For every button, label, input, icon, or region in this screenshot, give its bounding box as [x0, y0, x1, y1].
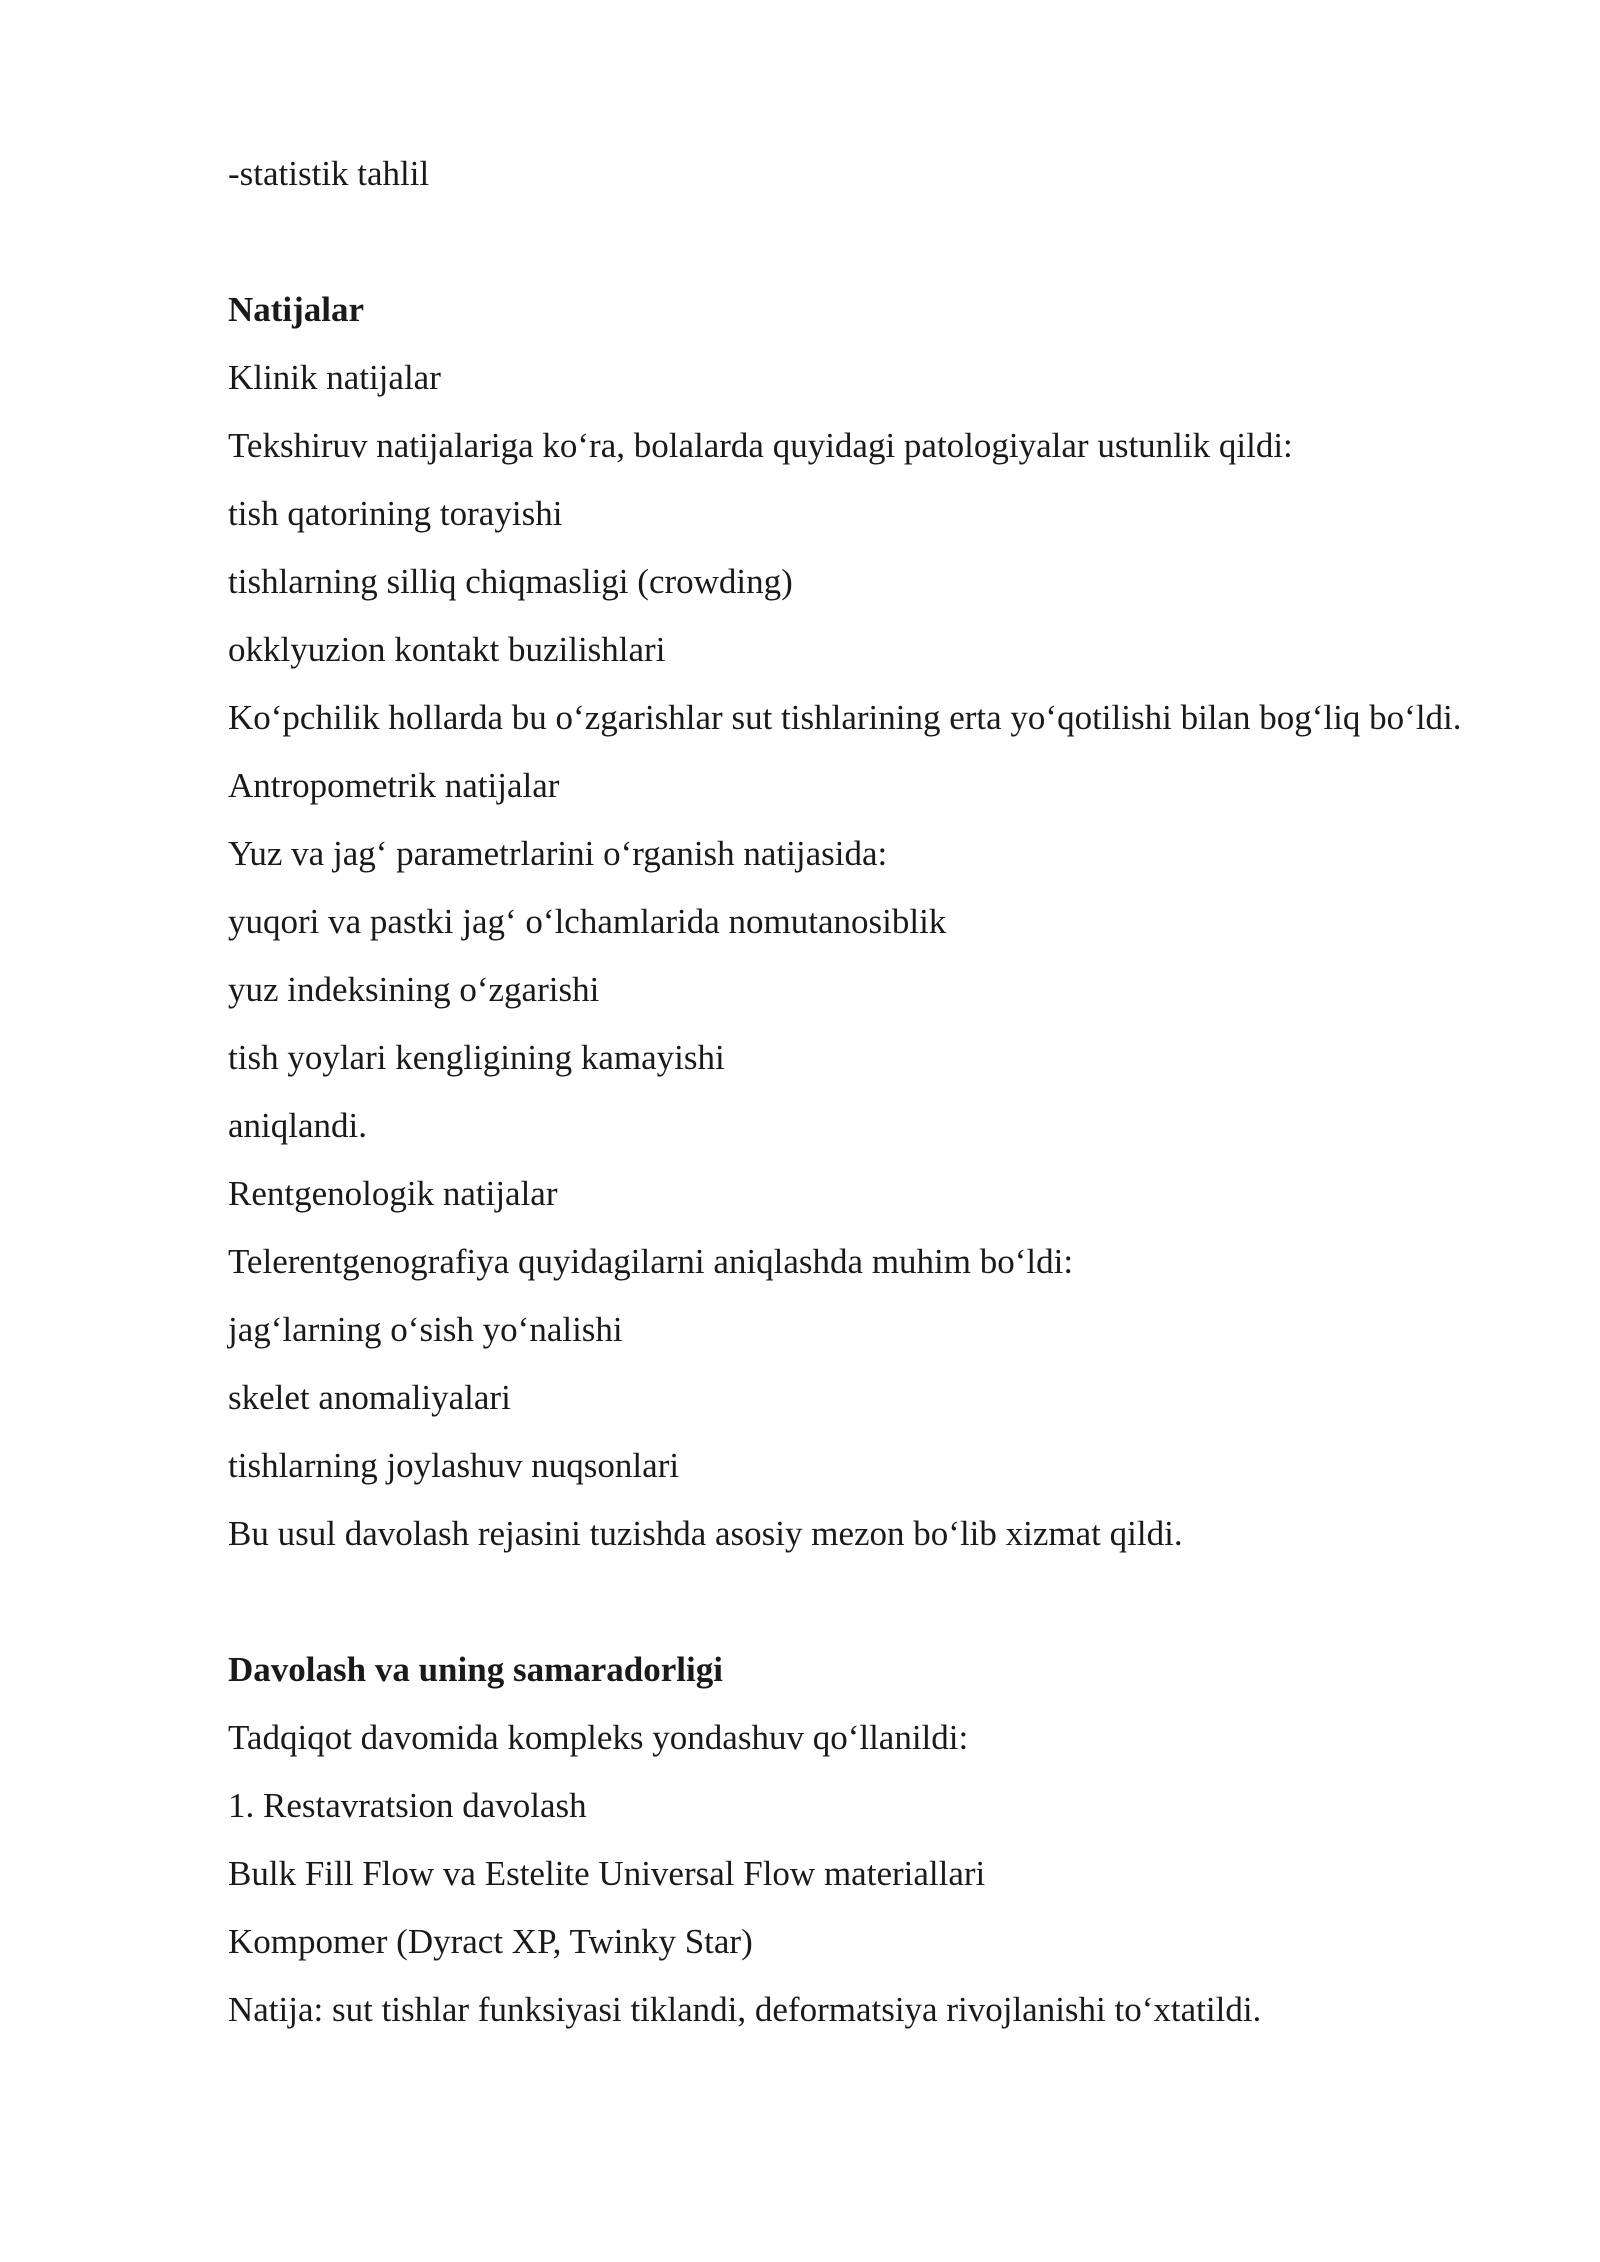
paragraph: Tekshiruv natijalariga ko‘ra, bolalarda quyidagi patologiyalar ustunlik qildi: [228, 426, 1293, 465]
list-item: jag‘larning o‘sish yo‘nalishi [228, 1310, 623, 1349]
list-item: Kompomer (Dyract XP, Twinky Star) [228, 1922, 753, 1961]
intro-line: -statistik tahlil [228, 154, 430, 193]
subheading-klinik: Klinik natijalar [228, 358, 441, 397]
paragraph: Natija: sut tishlar funksiyasi tiklandi, deformatsiya rivojlanishi to‘xtatildi. [228, 1990, 1262, 2029]
paragraph: Telerentgenografiya quyidagilarni aniqlashda muhim bo‘ldi: [228, 1242, 1074, 1281]
list-item: yuz indeksining o‘zgarishi [228, 970, 600, 1009]
list-item: Bulk Fill Flow va Estelite Universal Flow materiallari [228, 1854, 986, 1893]
numbered-item: 1. Restavratsion davolash [228, 1786, 587, 1825]
paragraph: Tadqiqot davomida kompleks yondashuv qo‘llanildi: [228, 1718, 969, 1757]
document-body [228, 150, 1478, 2054]
list-item: tishlarning silliq chiqmasligi (crowding) [228, 562, 793, 601]
paragraph: Ko‘pchilik hollarda bu o‘zgarishlar sut tishlarining erta yo‘qotilishi bilan bog‘liq bo‘ldi. [228, 698, 1462, 737]
list-item: skelet anomaliyalari [228, 1378, 511, 1417]
subheading-antropometrik: Antropometrik natijalar [228, 766, 560, 805]
paragraph: Bu usul davolash rejasini tuzishda asosiy mezon bo‘lib xizmat qildi. [228, 1514, 1183, 1553]
subheading-rentgenologik: Rentgenologik natijalar [228, 1174, 558, 1213]
list-item: yuqori va pastki jag‘ o‘lchamlarida nomutanosiblik [228, 902, 947, 941]
list-item: tish qatorining torayishi [228, 494, 563, 533]
section-spacer [228, 218, 1478, 286]
section-heading-natijalar: Natijalar [228, 290, 365, 329]
paragraph: Yuz va jag‘ parametrlarini o‘rganish natijasida: [228, 834, 888, 873]
list-item: okklyuzion kontakt buzilishlari [228, 630, 666, 669]
list-item: tish yoylari kengligining kamayishi [228, 1038, 725, 1077]
section-heading-davolash: Davolash va uning samaradorligi [228, 1650, 723, 1689]
paragraph: aniqlandi. [228, 1106, 367, 1145]
list-item: tishlarning joylashuv nuqsonlari [228, 1446, 680, 1485]
section-spacer [228, 1578, 1478, 1646]
